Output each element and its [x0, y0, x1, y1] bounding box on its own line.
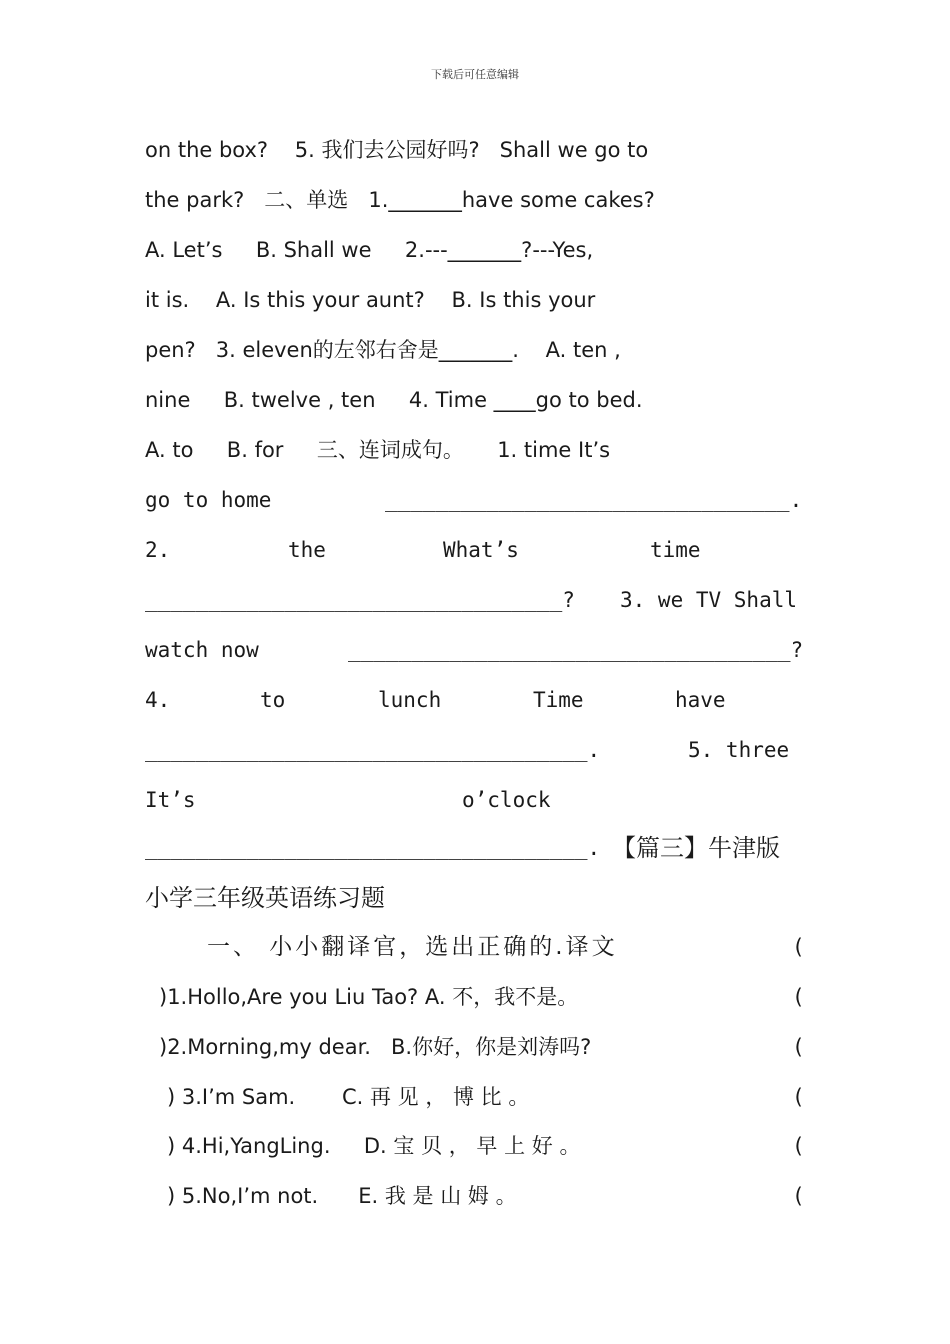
- item-3-words: 3. we TV Shall: [620, 588, 798, 612]
- word-lunch: lunch: [378, 688, 442, 712]
- item-number-4: 4.: [145, 688, 171, 712]
- line-6-text: nine B. twelve , ten 4. Time ____go to bed.: [145, 388, 643, 412]
- text-line-17: [145, 930, 807, 964]
- line-7-text: A. to B. for 三、连词成句。 1. time It’s: [145, 438, 611, 462]
- line-2-text: the park? 二、单选 1._______have some cakes?: [145, 188, 655, 212]
- section-heading-3: 【篇三】牛津版: [612, 834, 780, 862]
- word-time-cap: Time: [533, 688, 584, 712]
- question-5: ) 5.No,I’m not. E. 我 是 山 姆 。: [167, 1184, 517, 1208]
- text-line-11: [145, 633, 807, 667]
- answer-bracket-open-1: (: [792, 935, 805, 959]
- text-line-13: [145, 733, 807, 767]
- word-have: have: [675, 688, 726, 712]
- page-header: 下载后可任意编辑: [431, 68, 519, 81]
- question-1: )1.Hollo,Are you Liu Tao? A. 不，我不是。: [159, 985, 579, 1009]
- question-2: )2.Morning,my dear. B.你好，你是刘涛吗?: [159, 1035, 592, 1059]
- text-line-20: [145, 1080, 807, 1114]
- text-line-22: [145, 1179, 807, 1213]
- text-line-6: [145, 383, 807, 417]
- text-line-19: [145, 1030, 807, 1064]
- line-5-text: pen? 3. eleven的左邻右舍是_______. A. ten ,: [145, 338, 621, 362]
- question-3: ) 3.I’m Sam. C. 再 见 ， 博 比 。: [167, 1085, 530, 1109]
- line-4-text: it is. A. Is this your aunt? B. Is this your: [145, 288, 596, 312]
- text-line-16: [145, 881, 807, 915]
- word-the: the: [288, 538, 326, 562]
- answer-blank-5: ___________________________________.: [145, 836, 601, 860]
- text-line-1: [145, 133, 807, 167]
- answer-bracket-open-5: (: [792, 1134, 805, 1158]
- word-its: It’s: [145, 788, 196, 812]
- line-1-text: on the box? 5. 我们去公园好吗? Shall we go to: [145, 138, 649, 162]
- question-4: ) 4.Hi,YangLing. D. 宝 贝 ， 早 上 好 。: [167, 1134, 581, 1158]
- part-1-heading: 一、 小小翻译官，选出正确的.译文: [207, 934, 618, 960]
- answer-blank-2: _________________________________?: [145, 588, 575, 612]
- answer-blank-4: ___________________________________.: [145, 738, 601, 762]
- answer-bracket-open-2: (: [792, 985, 805, 1009]
- text-line-14: [145, 783, 807, 817]
- word-to: to: [260, 688, 286, 712]
- item-5-words: 5. three: [688, 738, 790, 762]
- word-whats: What’s: [443, 538, 519, 562]
- text-line-4: [145, 283, 807, 317]
- text-line-3: [145, 233, 807, 267]
- answer-blank-1: ________________________________.: [385, 488, 803, 512]
- answer-bracket-open-4: (: [792, 1085, 805, 1109]
- text-line-9: [145, 533, 807, 567]
- word-oclock: o’clock: [462, 788, 551, 812]
- line-8-words: go to home: [145, 488, 272, 512]
- text-line-7: [145, 433, 807, 467]
- text-line-2: [145, 183, 807, 217]
- exercise-title: 小学三年级英语练习题: [145, 884, 385, 912]
- answer-blank-3: ___________________________________?: [348, 638, 804, 662]
- text-line-15: [145, 831, 807, 865]
- word-time: time: [650, 538, 701, 562]
- answer-bracket-open-6: (: [792, 1184, 805, 1208]
- item-number-2: 2.: [145, 538, 171, 562]
- text-line-12: [145, 683, 807, 717]
- text-line-10: [145, 583, 807, 617]
- text-line-21: [145, 1129, 807, 1163]
- line-11-words: watch now: [145, 638, 259, 662]
- text-line-8: [145, 483, 807, 517]
- line-3-text: A. Let’s B. Shall we 2.---_______?---Yes,: [145, 238, 594, 262]
- text-line-18: [145, 980, 807, 1014]
- text-line-5: [145, 333, 807, 367]
- answer-bracket-open-3: (: [792, 1035, 805, 1059]
